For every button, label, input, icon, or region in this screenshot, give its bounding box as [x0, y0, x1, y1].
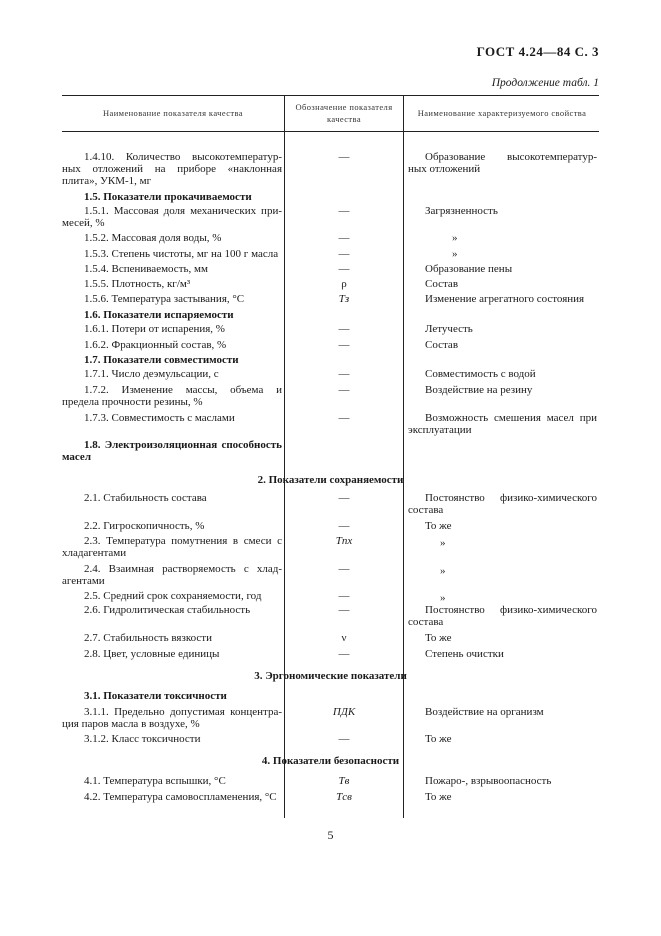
- table-row-property-cont: состава: [408, 616, 444, 628]
- table-row-name: 1.7.3. Совместимость с маслами: [84, 412, 235, 424]
- table-row-name: 4.1. Температура вспышки, °С: [84, 775, 226, 787]
- subsection-heading: 3.1. Показатели токсичности: [84, 690, 227, 702]
- table-row-name: 1.5.6. Температура застывания, °С: [84, 293, 245, 305]
- table-row-name-cont: ция паров масла в воздухе, %: [62, 718, 200, 730]
- column-divider-1: [284, 95, 285, 818]
- table-row-symbol: Tпх: [335, 535, 353, 547]
- table-row-symbol: —: [338, 323, 350, 335]
- table-row-name-cont: плита», УКМ-1, мг: [62, 175, 152, 187]
- column-divider-2: [403, 95, 404, 818]
- table-row-symbol: —: [338, 205, 350, 217]
- table-row-property: Постоянство физико-химического: [425, 604, 597, 616]
- table-row-symbol: —: [338, 604, 350, 616]
- table-row-property: »: [440, 537, 446, 549]
- page-number: 5: [327, 828, 334, 842]
- table-row-symbol: ν: [341, 632, 347, 644]
- table-row-property: Состав: [425, 339, 459, 351]
- table-row-symbol: —: [338, 151, 350, 163]
- table-row-name: 2.3. Температура помутнения в смеси с: [84, 535, 282, 547]
- table-row-name: 2.7. Стабильность вязкости: [84, 632, 212, 644]
- table-row-property: Летучесть: [425, 323, 473, 335]
- table-row-symbol: Tсв: [336, 791, 352, 803]
- table-row-property: Состав: [425, 278, 459, 290]
- table-row-property: Изменение агрегатного состояния: [425, 293, 585, 305]
- table-row-property: То же: [425, 632, 452, 644]
- table-row-name: 1.6.1. Потери от испарения, %: [84, 323, 225, 335]
- table-row-symbol: —: [338, 520, 350, 532]
- table-top-border: [62, 95, 599, 96]
- table-row-name: 1.5.4. Вспениваемость, мм: [84, 263, 208, 275]
- subsection-heading: 1.8. Электроизоляционная способность: [84, 439, 282, 451]
- table-row-name: 3.1.1. Предельно допустимая концентра-: [84, 706, 282, 718]
- table-row-name: 1.6.2. Фракционный состав, %: [84, 339, 227, 351]
- table-row-symbol: —: [338, 590, 350, 602]
- subsection-heading-cont: масел: [62, 451, 91, 463]
- table-row-symbol: —: [338, 412, 350, 424]
- table-row-name: 1.7.1. Число деэмульсации, с: [84, 368, 219, 380]
- table-row-property: Воздействие на организм: [425, 706, 544, 718]
- table-row-symbol: —: [338, 232, 350, 244]
- table-continuation-label: Продолжение табл. 1: [491, 77, 599, 89]
- table-row-symbol: —: [338, 248, 350, 260]
- table-row-name: 1.4.10. Количество высокотемператур-: [84, 151, 282, 163]
- table-row-name-cont: предела прочности резины, %: [62, 396, 203, 408]
- table-row-property: Совместимость с водой: [425, 368, 536, 380]
- table-row-property: Степень очистки: [425, 648, 504, 660]
- table-row-property: Воздействие на резину: [425, 384, 533, 396]
- table-row-property: »: [452, 232, 458, 244]
- table-row-property: »: [440, 592, 446, 604]
- table-row-name: 1.5.3. Степень чистоты, мг на 100 г масла: [84, 248, 279, 260]
- table-row-property: То же: [425, 733, 452, 745]
- table-header-border: [62, 131, 599, 132]
- table-row-symbol: —: [338, 733, 350, 745]
- subsection-heading: 1.7. Показатели совместимости: [84, 354, 239, 366]
- table-row-property: То же: [425, 520, 452, 532]
- table-row-name: 1.5.5. Плотность, кг/м³: [84, 278, 191, 290]
- column-header-symbol: Обозначение показателя качества: [295, 102, 393, 124]
- table-row-name: 2.6. Гидролитическая стабильность: [84, 604, 251, 616]
- table-row-name: 2.4. Взаимная растворяемость с хлад-: [84, 563, 282, 575]
- table-row-property: Образование высокотемператур-: [425, 151, 597, 163]
- table-row-symbol: Tв: [338, 775, 350, 787]
- table-row-name: 2.1. Стабильность состава: [84, 492, 207, 504]
- table-row-property-cont: состава: [408, 504, 444, 516]
- table-row-property: Загрязненность: [425, 205, 498, 217]
- table-row-property: Постоянство физико-химического: [425, 492, 597, 504]
- table-row-symbol: —: [338, 563, 350, 575]
- subsection-heading: 1.5. Показатели прокачиваемости: [84, 191, 252, 203]
- table-row-symbol: —: [338, 648, 350, 660]
- section-heading-4: 4. Показатели безопасности: [261, 755, 400, 767]
- table-row-name: 1.7.2. Изменение массы, объема и: [84, 384, 282, 396]
- table-row-property: Пожаро-, взрывоопасность: [425, 775, 552, 787]
- table-row-property: То же: [425, 791, 452, 803]
- column-header-property: Наименование характеризуемого свойства: [417, 108, 587, 118]
- column-header-name: Наименование показателя качества: [103, 108, 243, 118]
- table-row-name: 4.2. Температура самовоспламенения, °С: [84, 791, 277, 803]
- section-heading-2: 2. Показатели сохраняемости: [257, 474, 404, 486]
- table-row-property: Образование пены: [425, 263, 513, 275]
- table-row-symbol: —: [338, 263, 350, 275]
- table-row-symbol: —: [338, 339, 350, 351]
- table-row-name: 1.5.1. Массовая доля механических при-: [84, 205, 282, 217]
- table-row-name: 2.2. Гигроскопичность, %: [84, 520, 205, 532]
- table-row-property: »: [452, 248, 458, 260]
- table-row-name: 3.1.2. Класс токсичности: [84, 733, 201, 745]
- table-row-symbol: ρ: [341, 278, 347, 290]
- table-row-name-cont: хладагентами: [62, 547, 127, 559]
- table-row-symbol: Tз: [338, 293, 350, 305]
- table-row-symbol: —: [338, 384, 350, 396]
- table-row-name: 1.5.2. Массовая доля воды, %: [84, 232, 222, 244]
- table-row-name: 2.8. Цвет, условные единицы: [84, 648, 220, 660]
- table-row-property: Возможность смешения масел при: [425, 412, 597, 424]
- table-row-property-cont: ных отложений: [408, 163, 481, 175]
- table-row-property: »: [440, 565, 446, 577]
- table-row-name-cont: ных отложений на приборе «наклонная: [62, 163, 282, 175]
- table-row-symbol: ПДК: [332, 706, 356, 718]
- table-row-name-cont: месей, %: [62, 217, 105, 229]
- table-row-symbol: —: [338, 368, 350, 380]
- table-row-name: 2.5. Средний срок сохраняемости, год: [84, 590, 262, 602]
- table-row-property-cont: эксплуатации: [408, 424, 472, 436]
- document-code: ГОСТ 4.24—84 С. 3: [476, 44, 599, 59]
- table-row-name-cont: агентами: [62, 575, 105, 587]
- section-heading-3: 3. Эргономические показатели: [254, 670, 407, 682]
- subsection-heading: 1.6. Показатели испаряемости: [84, 309, 234, 321]
- table-row-symbol: —: [338, 492, 350, 504]
